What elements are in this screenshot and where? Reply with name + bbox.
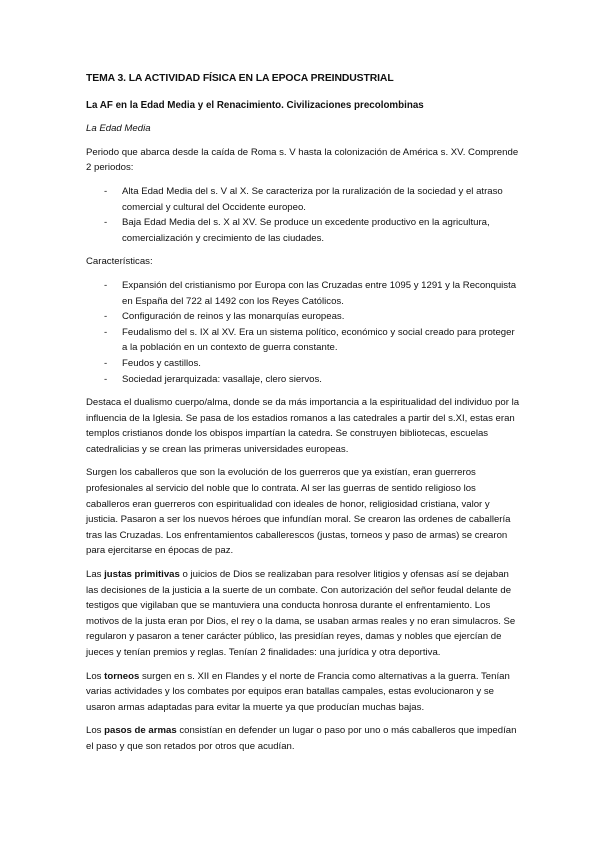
list-item-text: Configuración de reinos y las monarquías europeas. — [122, 311, 345, 323]
caracteristicas-label: Características: — [86, 256, 153, 268]
list-item — [86, 356, 522, 372]
list-item-text: Sociedad jerarquizada: vasallaje, clero siervos. — [122, 373, 322, 385]
paragraph-lead: Las — [86, 569, 105, 581]
bullet-dash: - — [104, 279, 108, 291]
bullet-dash: - — [104, 373, 108, 385]
list-item — [86, 278, 522, 309]
list-item — [86, 184, 522, 215]
bullet-dash: - — [104, 217, 108, 229]
bullet-dash: - — [104, 185, 108, 197]
paragraph-lead: Los — [86, 725, 105, 737]
term-torneos: torneos — [104, 670, 140, 682]
section-heading: La Edad Media — [86, 123, 151, 135]
term-justas-primitivas: justas primitivas — [104, 569, 180, 581]
paragraph-caballeros: Surgen los caballeros que son la evolución de los guerreros que ya existían, eran guerreros profesionales al servicio del noble que lo contrata. Al ser las guerras de sentido religioso los caballeros eran guerreros con espiritualidad con ideales de honor, religiosidad cristiana, valor y justicia. Pasaron a ser los nuevos héroes que infundían moral. Se crearon las ordenes de caballería tras las Cruzadas. Los enfrentamientos caballerescos (justas, torneos y paso de armas) se crearon para ejercitarse en épocas de paz. — [86, 467, 511, 557]
bullet-dash: - — [104, 357, 108, 369]
bullet-dash: - — [104, 326, 108, 338]
list-item — [86, 325, 522, 356]
list-item-text: Expansión del cristianismo por Europa con las Cruzadas entre 1095 y 1291 y la Reconquista en España del 722 al 1492 con los Reyes Católicos. — [122, 279, 517, 307]
list-item-text: Baja Edad Media del s. X al XV. Se produce un excedente productivo en la agricultura, comercialización y crecimiento de las ciudades. — [122, 217, 490, 244]
document-body — [86, 71, 522, 763]
bullet-dash: - — [104, 311, 108, 323]
list-item — [86, 372, 522, 388]
paragraph-periodo: Periodo que abarca desde la caída de Roma s. V hasta la colonización de América s. XV. Comprende 2 periodos: — [86, 146, 519, 174]
list-item-text: Feudalismo del s. IX al XV. Era un sistema político, económico y social creado para proteger a la población en un contexto de guerra constante. — [122, 326, 515, 354]
paragraph-lead: Los — [86, 670, 105, 682]
paragraph-rest: o juicios de Dios se realizaban para resolver litigios y ofensas así se dejaban las decisiones de la justicia a la suerte de un combate. Con autorización del señor feudal delante de testigos que vigilaban que se mantuviera una conducta honrosa durante el enfrentamiento. Los motivos de la justa eran por Dios, el rey o la dama, se usaban armas reales y no eran simulacros. Se regularon y pasaron a tener carácter público, las presidían reyes, damas y nobles que ejercían de jueces y tenían premios y reglas. Tenían 2 finalidades: una jurídica y otra deportiva. — [86, 569, 516, 658]
paragraph-torneos — [86, 669, 522, 716]
paragraph-rest: consistían en defender un lugar o paso por uno o más caballeros que impedían el paso y que son retados por otros que acudían. — [86, 725, 517, 752]
document-title: TEMA 3. LA ACTIVIDAD FÍSICA EN LA EPOCA PREINDUSTRIAL — [86, 73, 394, 84]
document-subtitle: La AF en la Edad Media y el Renacimiento. Civilizaciones precolombinas — [86, 99, 424, 111]
periods-list — [86, 184, 522, 246]
paragraph-justas — [86, 567, 522, 661]
list-item-text: Alta Edad Media del s. V al X. Se caracteriza por la ruralización de la sociedad y el atraso comercial y cultural del Occidente europeo. — [122, 185, 503, 213]
characteristics-list — [86, 278, 522, 387]
list-item-text: Feudos y castillos. — [122, 357, 201, 369]
paragraph-pasos — [86, 723, 522, 754]
list-item — [86, 215, 522, 246]
paragraph-rest: surgen en s. XII en Flandes y el norte de Francia como alternativas a la guerra. Tenían varias actividades y los combates por equipos eran batallas campales, estas evolucionaron y se usaron armas adaptadas para evitar la muerte ya que producían muchas bajas. — [86, 670, 510, 713]
paragraph-dualismo: Destaca el dualismo cuerpo/alma, donde se da más importancia a la espiritualidad del individuo por la influencia de la Iglesia. Se pasa de los estadios romanos a las catedrales a partir del s.XI, estas eran templos cristianos donde los obispos impartían la catedra. Se construyen bibliotecas, escuelas catedralicias y se crean las primeras universidades europeas. — [86, 397, 520, 455]
term-pasos-de-armas: pasos de armas — [104, 725, 177, 737]
list-item — [86, 309, 522, 325]
